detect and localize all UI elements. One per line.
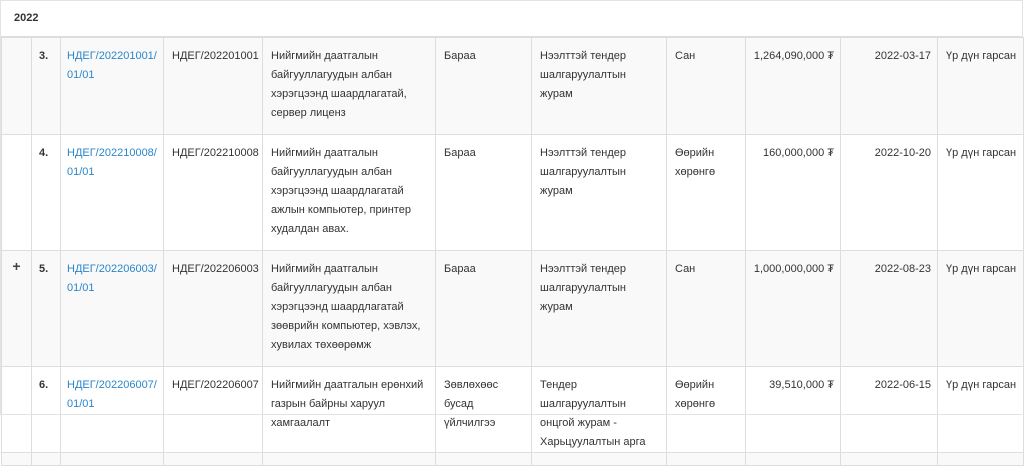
announcement-date: 2022-06-15 bbox=[841, 367, 938, 453]
procurement-type: Бараа bbox=[436, 251, 532, 367]
expand-toggle[interactable] bbox=[2, 38, 32, 135]
row-number: 3. bbox=[32, 38, 61, 135]
table-row[interactable] bbox=[2, 251, 1024, 367]
announcement-date: 2022-08-23 bbox=[841, 251, 938, 367]
empty-cell bbox=[61, 453, 164, 466]
empty-cell bbox=[938, 453, 1024, 466]
plan-code: НДЕГ/202201001 bbox=[164, 38, 263, 135]
announcement-date: 2022-03-17 bbox=[841, 38, 938, 135]
funding-source: Сан bbox=[667, 38, 746, 135]
row-number: 5. bbox=[32, 251, 61, 367]
tender-code-link[interactable]: НДЕГ/202210008/01/01 bbox=[67, 147, 157, 178]
procurement-method: Нээлттэй тендер шалгаруулалтын журам bbox=[532, 38, 667, 135]
tender-code-link[interactable]: НДЕГ/202206003/01/01 bbox=[67, 263, 157, 294]
announcement-date: 2022-10-20 bbox=[841, 135, 938, 251]
empty-cell bbox=[667, 453, 746, 466]
tender-name: Нийгмийн даатгалын байгууллагуудын албан хэрэгцээнд шаардлагатай, сервер лиценз bbox=[263, 38, 436, 135]
procurement-type: Бараа bbox=[436, 135, 532, 251]
empty-cell bbox=[263, 453, 436, 466]
plan-code: НДЕГ/202206003 bbox=[164, 251, 263, 367]
table-row-partial bbox=[2, 453, 1024, 466]
table-row[interactable] bbox=[2, 38, 1024, 135]
procurement-table bbox=[1, 37, 1024, 466]
funding-source: Сан bbox=[667, 251, 746, 367]
expand-toggle[interactable] bbox=[2, 367, 32, 453]
budget-amount: 1,000,000,000 ₮ bbox=[746, 251, 841, 367]
empty-cell bbox=[841, 453, 938, 466]
tender-code-link[interactable]: НДЕГ/202201001/01/01 bbox=[67, 50, 157, 81]
status-text: Үр дүн гарсан bbox=[938, 38, 1024, 135]
procurement-method: Нээлттэй тендер шалгаруулалтын журам bbox=[532, 251, 667, 367]
tender-name: Нийгмийн даатгалын ерөнхий газрын байрны харуул хамгаалалт bbox=[263, 367, 436, 453]
empty-cell bbox=[32, 453, 61, 466]
empty-cell bbox=[436, 453, 532, 466]
procurement-type: Зөвлөхөөс бусад үйлчилгээ bbox=[436, 367, 532, 453]
budget-amount: 39,510,000 ₮ bbox=[746, 367, 841, 453]
budget-amount: 1,264,090,000 ₮ bbox=[746, 38, 841, 135]
status-text: Үр дүн гарсан bbox=[938, 367, 1024, 453]
expand-toggle[interactable] bbox=[2, 135, 32, 251]
empty-cell bbox=[2, 453, 32, 466]
funding-source: Өөрийн хөрөнгө bbox=[667, 135, 746, 251]
table-row[interactable] bbox=[2, 367, 1024, 453]
procurement-type: Бараа bbox=[436, 38, 532, 135]
year-group-header: 2022 bbox=[1, 0, 1022, 37]
budget-amount: 160,000,000 ₮ bbox=[746, 135, 841, 251]
plan-code: НДЕГ/202206007 bbox=[164, 367, 263, 453]
empty-cell bbox=[532, 453, 667, 466]
empty-cell bbox=[164, 453, 263, 466]
tender-code-link[interactable]: НДЕГ/202206007/01/01 bbox=[67, 379, 157, 410]
status-text: Үр дүн гарсан bbox=[938, 251, 1024, 367]
expand-toggle[interactable]: + bbox=[2, 251, 32, 367]
plan-code: НДЕГ/202210008 bbox=[164, 135, 263, 251]
status-text: Үр дүн гарсан bbox=[938, 135, 1024, 251]
row-number: 6. bbox=[32, 367, 61, 453]
row-number: 4. bbox=[32, 135, 61, 251]
tender-name: Нийгмийн даатгалын байгууллагуудын албан хэрэгцээнд шаардлагатай зөөврийн компьютер, хэвлэх, хувилах төхөөрөмж bbox=[263, 251, 436, 367]
procurement-method: Тендер шалгаруулалтын онцгой журам - Харьцуулалтын арга bbox=[532, 367, 667, 453]
empty-cell bbox=[746, 453, 841, 466]
funding-source: Өөрийн хөрөнгө bbox=[667, 367, 746, 453]
table-row[interactable] bbox=[2, 135, 1024, 251]
procurement-method: Нээлттэй тендер шалгаруулалтын журам bbox=[532, 135, 667, 251]
tender-name: Нийгмийн даатгалын байгууллагуудын албан хэрэгцээнд шаардлагатай ажлын компьютер, принтер худалдан авах. bbox=[263, 135, 436, 251]
